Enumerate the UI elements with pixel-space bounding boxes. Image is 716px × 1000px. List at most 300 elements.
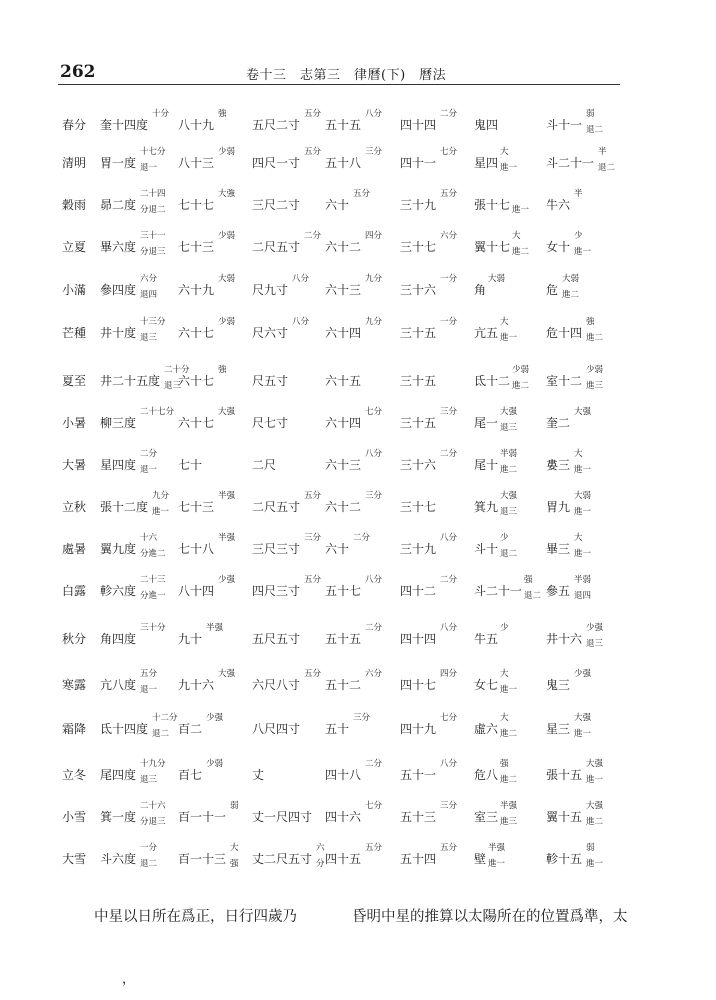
table-row [0,408,716,436]
cell-value: 軫十五 [546,852,583,866]
solar-term: 小暑 [62,416,87,430]
solar-term: 寒露 [62,678,87,692]
cell-annotation-lower: 進一 [574,465,592,475]
cell-annotation-lower: 退二 [586,125,604,135]
cell-value: 五十一 [400,768,437,782]
cell-value: 八十三 [178,156,215,170]
cell-value: 四十四 [400,632,437,646]
table-cell-sun-position [100,575,166,601]
cell-annotation-upper: 半 [574,189,583,199]
table-cell-dawn-clock [400,189,458,212]
cell-annotation-upper: 十三分 [140,317,166,327]
cell-value: 斗二十一 [474,584,523,598]
cell-annotation-upper: 半弱 [500,449,518,459]
cell-value: 三十七 [400,240,437,254]
cell-value: 氐十二 [474,374,511,388]
table-cell-gnomon-shadow [252,669,322,692]
table-cell-gnomon-shadow [252,575,322,598]
solar-term: 小雪 [62,810,87,824]
page-header [58,60,618,82]
table-cell-sun-position [100,533,166,559]
table-cell-dawn-clock [400,147,458,170]
cell-annotation-upper: 六分 [140,274,158,284]
cell-value: 三十六 [400,283,437,297]
cell-annotation-upper: 少弱 [512,365,530,375]
table-cell-gnomon-shadow [252,533,322,556]
table-cell-dawn-clock [400,533,458,556]
cell-value: 氐十四度 [100,722,149,736]
cell-annotation-upper: 八分 [365,449,383,459]
table-cell-dusk-clock [325,491,383,514]
table-cell-dawn-star [546,147,616,173]
table-row [0,576,716,604]
cell-value: 七十八 [178,542,215,556]
table-cell-gnomon-shadow [252,458,276,472]
cell-annotation-upper: 二分 [353,533,371,543]
cell-value: 五十八 [325,156,362,170]
cell-annotation-upper: 大 [500,669,509,679]
cell-annotation-upper: 大强 [574,407,592,417]
cell-value: 軫六度 [100,584,137,598]
running-title: 卷十三 志第三 律曆(下) 曆法 [246,68,447,83]
cell-annotation-lower: 退三 [140,775,158,785]
table-cell-sun-position [100,623,166,646]
table-cell-dawn-clock [400,109,458,132]
table-cell-dawn-clock [400,843,458,866]
cell-value: 五十三 [400,810,437,824]
cell-annotation-lower: 進一 [488,859,506,869]
cell-annotation-lower: 進二 [500,729,518,739]
cell-annotation-upper: 七分 [440,713,458,723]
table-cell-dawn-star [546,231,592,257]
cell-annotation-upper: 七分 [365,801,383,811]
table-cell-dawn-star [546,365,604,391]
cell-annotation-upper: 弱 [230,801,239,811]
cell-annotation-lower: 進一 [574,247,592,257]
cell-value: 九十 [178,632,203,646]
cell-annotation-lower: 進二 [586,333,604,343]
cell-value: 胃九 [546,500,571,514]
solar-term: 大雪 [62,852,87,866]
table-cell-dusk-clock [325,231,383,254]
table-cell-gnomon-shadow [252,722,300,736]
cell-annotation-upper: 半强 [218,491,236,501]
cell-value: 女十 [546,240,571,254]
table-cell-dawn-star [546,274,580,300]
cell-annotation-upper: 八分 [440,759,458,769]
table-cell-gnomon-shadow [252,768,264,782]
cell-annotation-upper: 二分 [365,623,383,633]
cell-value: 六尺八寸 [252,678,301,692]
cell-annotation-lower: 退三 [500,507,518,517]
cell-annotation-lower: 進一 [586,859,604,869]
cell-value: 八十四 [178,584,215,598]
cell-annotation-lower: 進一 [586,775,604,785]
table-cell-dusk-star [474,491,518,517]
cell-annotation-upper: 强 [500,759,509,769]
footer-original-text: 中星以日所在爲正，日行四歲乃 [94,909,297,925]
cell-annotation-upper: 四分 [365,231,383,241]
cell-value: 三十六 [400,458,437,472]
cell-value: 百二 [178,722,203,736]
cell-annotation-lower: 分進二 [140,549,166,559]
table-cell-dusk-star [474,407,518,433]
table-cell-dawn-clock [400,407,458,430]
cell-value: 三十五 [400,416,437,430]
cell-annotation-upper: 五分 [353,189,371,199]
cell-value: 畢三 [546,542,571,556]
cell-value: 四十四 [400,118,437,132]
cell-value: 丈一尺四寸 [252,810,313,824]
table-cell-shadow-degree [178,231,236,254]
table-cell-shadow-degree [178,533,236,556]
table-row [0,450,716,478]
table-cell-dawn-clock [400,317,458,340]
cell-value: 二尺五寸 [252,240,301,254]
cell-value: 斗十 [474,542,499,556]
cell-value: 四尺三寸 [252,584,301,598]
cell-value: 八十九 [178,118,215,132]
cell-annotation-upper: 六分 [440,231,458,241]
table-cell-dawn-star [546,713,592,739]
cell-annotation-lower: 退二 [598,163,616,173]
cell-value: 尺六寸 [252,326,289,340]
cell-value: 危十四 [546,326,583,340]
cell-annotation-upper: 五分 [304,491,322,501]
cell-annotation-lower: 進二 [512,381,530,391]
cell-value: 四十七 [400,678,437,692]
table-row [0,190,716,218]
table-cell-sun-position [100,189,166,215]
cell-annotation-lower: 進二 [586,817,604,827]
cell-value: 壁 [474,852,487,866]
table-cell-dawn-clock [400,801,458,824]
cell-value: 三尺二寸 [252,198,301,212]
cell-value: 危 [546,283,559,297]
cell-annotation-upper: 二分 [140,449,158,459]
cell-value: 柳三度 [100,416,137,430]
table-row [0,366,716,394]
cell-value: 鬼三 [546,678,571,692]
cell-annotation-upper: 十七分 [140,147,166,157]
cell-annotation-upper: 大强 [218,407,236,417]
table-cell-gnomon-shadow [252,491,322,514]
cell-annotation-upper: 八分 [440,623,458,633]
table-cell-dusk-star [474,118,498,132]
table-cell-shadow-degree [178,713,224,736]
cell-annotation-lower: 强 [230,859,239,869]
table-cell-dusk-clock [325,575,383,598]
cell-value: 六十九 [178,283,215,297]
table-cell-dusk-clock [325,759,383,782]
cell-annotation-upper: 二分 [440,449,458,459]
cell-annotation-upper: 三分 [304,533,322,543]
cell-value: 箕一度 [100,810,137,824]
table-cell-dusk-star [474,801,518,827]
solar-term: 穀雨 [62,198,87,212]
table-cell-gnomon-shadow [252,274,310,297]
cell-value: 五十五 [325,118,362,132]
table-cell-dawn-star [546,109,604,135]
cell-value: 尺五寸 [252,374,289,388]
cell-value: 三十九 [400,542,437,556]
cell-value: 六十 [325,542,350,556]
table-cell-dusk-clock [325,317,383,340]
cell-value: 五尺五寸 [252,632,301,646]
cell-annotation-upper: 弱 [586,843,595,853]
cell-value: 九十六 [178,678,215,692]
cell-value: 井十度 [100,326,137,340]
table-row [0,670,716,698]
cell-annotation-upper: 半强 [218,533,236,543]
cell-value: 七十三 [178,500,215,514]
cell-value: 六十七 [178,374,215,388]
cell-annotation-upper: 大 [512,231,521,241]
table-cell-dawn-clock [400,449,458,472]
table-cell-sun-position [100,843,158,869]
table-cell-dusk-star [474,198,530,215]
cell-annotation-upper: 大 [574,533,583,543]
cell-value: 張十七 [474,198,511,212]
table-cell-dawn-star [546,189,583,212]
cell-value: 尺九寸 [252,283,289,297]
cell-value: 牛五 [474,632,499,646]
cell-annotation-upper: 少 [500,623,509,633]
cell-annotation-lower: 進一 [574,729,592,739]
cell-annotation-upper: 少 [574,231,583,241]
table-row [0,714,716,742]
cell-annotation-upper: 三十一 [140,231,166,241]
table-cell-dusk-star [474,669,518,695]
cell-value: 五十二 [325,678,362,692]
table-row [0,232,716,260]
cell-annotation-lower: 進一 [512,205,530,215]
table-cell-sun-position [100,147,166,173]
table-cell-dawn-star [546,491,592,517]
cell-annotation-upper: 大 [574,449,583,459]
cell-annotation-upper: 五分 [140,669,158,679]
table-cell-dusk-star [474,575,542,601]
table-cell-dusk-clock [325,147,383,170]
table-cell-dusk-clock [325,109,383,132]
cell-annotation-upper: 二十三 [140,575,166,585]
table-cell-shadow-degree [178,843,239,869]
table-cell-sun-position [100,365,190,391]
table-row [0,275,716,303]
cell-value: 翼十五 [546,810,583,824]
cell-annotation-upper: 大强 [500,491,518,501]
cell-annotation-upper: 少弱 [218,317,236,327]
cell-value: 三十五 [400,374,437,388]
table-cell-gnomon-shadow [252,416,288,430]
solar-term: 霜降 [62,722,87,736]
solar-term: 春分 [62,118,87,132]
cell-annotation-upper: 五分 [304,147,322,157]
table-cell-gnomon-shadow [252,374,288,388]
cell-value: 室三 [474,810,499,824]
table-cell-dusk-star [474,147,518,173]
cell-annotation-upper: 強 [218,109,227,119]
cell-annotation-upper: 九分 [365,274,383,284]
table-cell-shadow-degree [178,189,236,212]
cell-annotation-lower: 分退三 [140,247,166,257]
cell-value: 百一十一 [178,810,227,824]
solar-term: 處暑 [62,542,87,556]
header-rule [58,84,620,85]
table-cell-shadow-degree [178,365,227,388]
cell-value: 四十二 [400,584,437,598]
cell-annotation-upper: 二十四 [140,189,166,199]
cell-value: 三十七 [400,500,437,514]
cell-annotation-upper: 大强 [586,801,604,811]
table-cell-shadow-degree [178,575,236,598]
solar-term: 小滿 [62,283,87,297]
cell-value: 七十七 [178,198,215,212]
cell-annotation-upper: 大 [230,843,239,853]
cell-annotation-upper: 五分 [304,109,322,119]
cell-value: 六十七 [178,416,215,430]
cell-annotation-upper: 半强 [206,623,224,633]
cell-annotation-upper: 半弱 [574,575,592,585]
cell-value: 亢五 [474,326,499,340]
cell-annotation-lower: 分退三 [140,817,166,827]
table-row [0,318,716,346]
table-cell-dawn-star [546,843,604,869]
cell-annotation-upper: 少弱 [218,231,236,241]
cell-annotation-upper: 一分 [140,843,158,853]
cell-value: 箕九 [474,500,499,514]
cell-value: 尾十 [474,458,499,472]
cell-annotation-upper: 半强 [488,843,506,853]
cell-annotation-upper: 大强 [500,407,518,417]
cell-annotation-lower: 退四 [574,591,592,601]
table-cell-dusk-star [474,623,509,646]
table-cell-gnomon-shadow [252,632,300,646]
table-cell-shadow-degree [178,274,236,297]
solar-term: 秋分 [62,632,87,646]
cell-value: 星四度 [100,458,137,472]
table-cell-sun-position [100,491,170,517]
solar-term: 大暑 [62,458,87,472]
cell-value: 斗六度 [100,852,137,866]
table-row [0,110,716,138]
cell-value: 二尺 [252,458,277,472]
cell-annotation-upper: 大強 [218,189,236,199]
cell-annotation-lower: 退三 [586,639,604,649]
table-cell-dusk-clock [325,713,371,736]
table-cell-dusk-star [474,843,506,869]
cell-annotation-upper: 半强 [500,801,518,811]
cell-annotation-upper: 七分 [440,147,458,157]
cell-value: 六十二 [325,500,362,514]
table-cell-dawn-star [546,623,604,649]
cell-value: 三十五 [400,326,437,340]
cell-annotation-lower: 分 [316,859,325,869]
cell-annotation-lower: 退三 [140,333,158,343]
cell-annotation-upper: 三分 [440,407,458,417]
cell-annotation-upper: 三分 [365,491,383,501]
cell-value: 昴二度 [100,198,137,212]
cell-annotation-upper: 九分 [365,317,383,327]
cell-annotation-upper: 二分 [365,759,383,769]
cell-annotation-upper: 六分 [365,669,383,679]
cell-value: 七十三 [178,240,215,254]
cell-annotation-upper: 三十分 [140,623,166,633]
cell-value: 尾一 [474,416,499,430]
table-cell-sun-position [100,407,175,430]
table-cell-gnomon-shadow [252,147,322,170]
cell-annotation-upper: 二十七分 [140,407,175,417]
table-cell-dusk-star [474,449,518,475]
table-cell-shadow-degree [178,109,227,132]
table-cell-dawn-clock [400,374,436,388]
solar-term: 立秋 [62,500,87,514]
cell-annotation-upper: 三分 [440,801,458,811]
cell-annotation-upper: 一分 [440,317,458,327]
table-row [0,148,716,176]
table-cell-shadow-degree [178,317,236,340]
cell-value: 井十六 [546,632,583,646]
cell-annotation-upper: 八分 [365,575,383,585]
cell-value: 四尺一寸 [252,156,301,170]
cell-annotation-lower: 退三 [500,423,518,433]
cell-annotation-upper: 四分 [440,669,458,679]
table-cell-sun-position [100,109,170,132]
table-cell-dusk-clock [325,189,371,212]
cell-value: 牛六 [546,198,571,212]
cell-value: 二尺五寸 [252,500,301,514]
cell-annotation-upper: 大弱 [218,274,236,284]
cell-value: 六十四 [325,416,362,430]
table-cell-shadow-degree [178,623,224,646]
margin-mark: ， [122,972,136,987]
table-cell-gnomon-shadow [252,843,325,869]
table-cell-dawn-clock [400,231,458,254]
cell-annotation-upper: 大弱 [562,274,580,284]
table-cell-dusk-clock [325,669,383,692]
table-cell-dusk-star [474,365,530,391]
cell-annotation-lower: 退一 [140,685,158,695]
cell-value: 丈二尺五寸 [252,852,313,866]
cell-annotation-upper: 二分 [304,231,322,241]
cell-value: 角 [474,283,487,297]
table-cell-dawn-clock [400,759,458,782]
table-cell-shadow-degree [178,147,236,170]
cell-value: 百一十三 [178,852,227,866]
cell-value: 星四 [474,156,499,170]
cell-annotation-upper: 五分 [365,843,383,853]
cell-annotation-upper: 少强 [206,713,224,723]
table-cell-dawn-clock [400,274,458,297]
solar-term: 立冬 [62,768,87,782]
cell-annotation-upper: 九分 [152,491,170,501]
table-cell-dusk-clock [325,623,383,646]
table-cell-dusk-clock [325,374,361,388]
table-row [0,534,716,562]
cell-value: 六十七 [178,326,215,340]
cell-annotation-upper: 大 [500,713,509,723]
cell-annotation-upper: 大 [500,147,509,157]
cell-value: 張十五 [546,768,583,782]
cell-annotation-upper: 二分 [440,575,458,585]
cell-annotation-upper: 少弱 [586,365,604,375]
cell-annotation-upper: 少 [500,533,509,543]
cell-value: 危八 [474,768,499,782]
cell-annotation-upper: 强 [524,575,533,585]
cell-annotation-upper: 二分 [440,109,458,119]
table-cell-dawn-clock [400,500,436,514]
cell-value: 五十七 [325,584,362,598]
